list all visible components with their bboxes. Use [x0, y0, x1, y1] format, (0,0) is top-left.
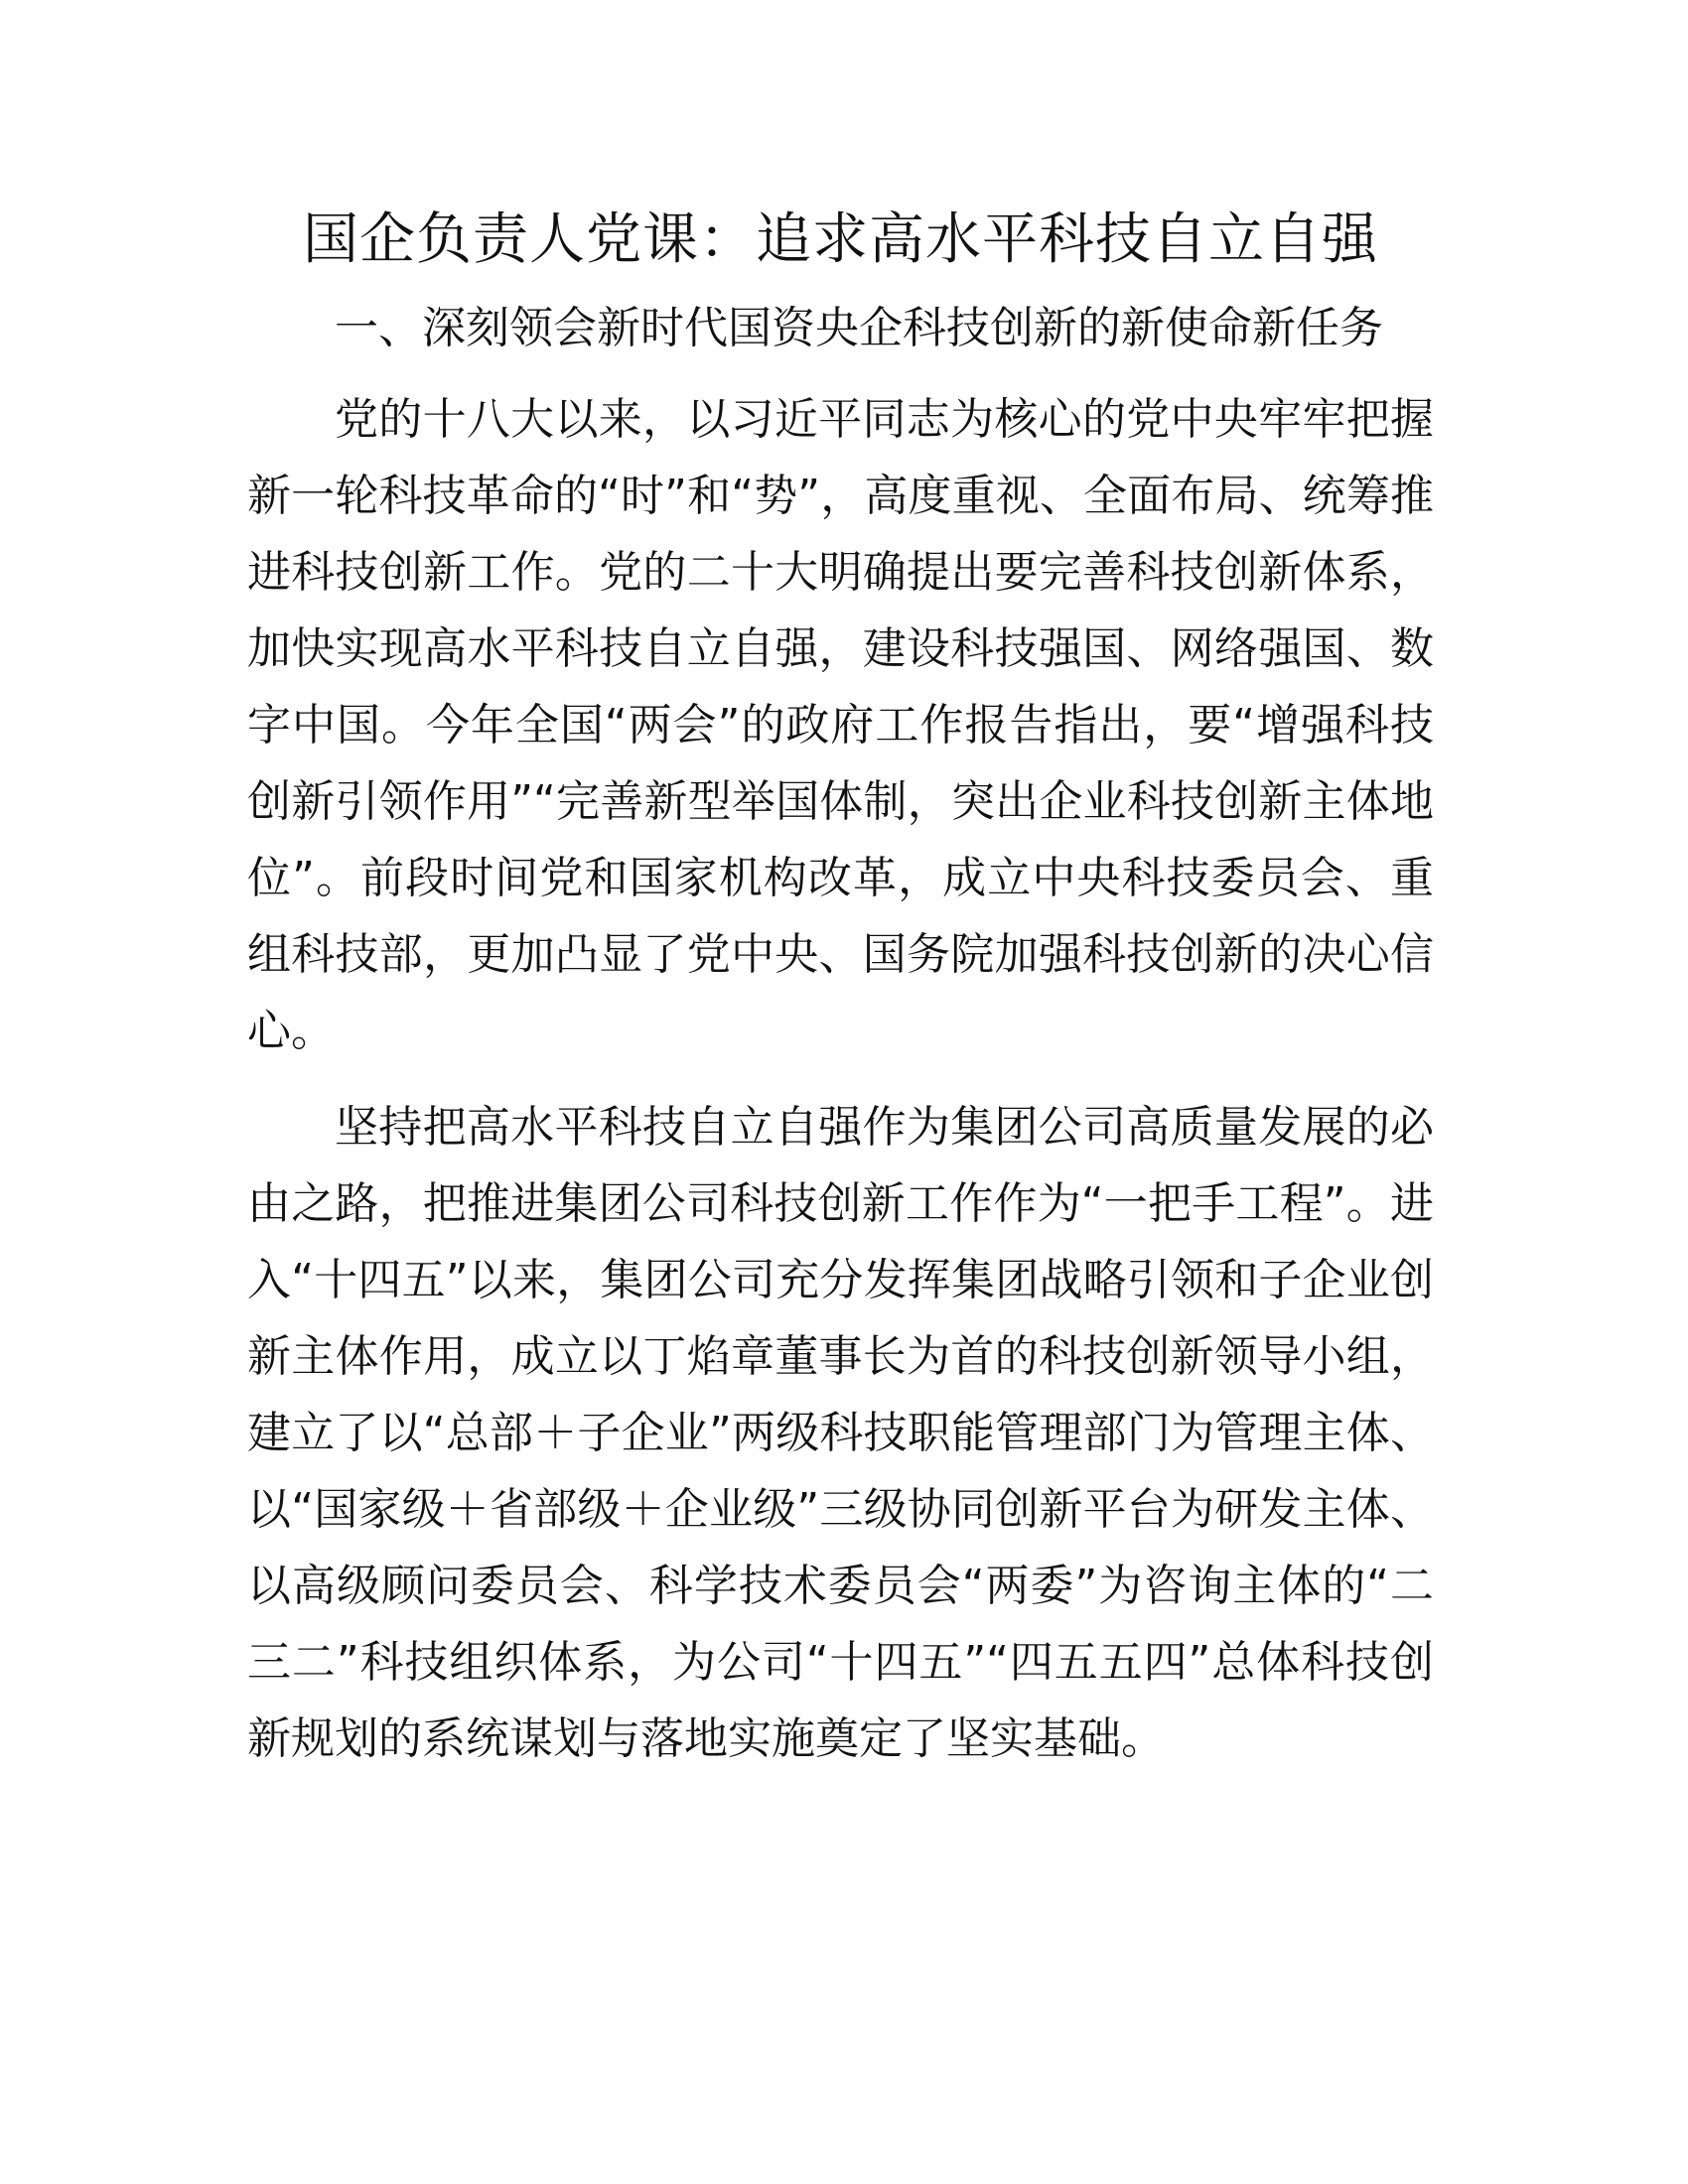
section-heading: 一、深刻领会新时代国资央企科技创新的新使命新任务	[335, 303, 1383, 353]
document-body	[247, 199, 1434, 1777]
document-title: 国企负责人党课：追求高水平科技自立自强	[303, 207, 1378, 272]
paragraph-1: 党的十八大以来，以习近平同志为核心的党中央牢牢把握新一轮科技革命的“时”和“势”，高度重视、全面布局、统筹推进科技创新工作。党的二十大明确提出要完善科技创新体系，加快实现高水平科技自立自强，建设科技强国、网络强国、数字中国。今年全国“两会”的政府工作报告指出，要“增强科技创新引领作用”“完善新型举国体制，突出企业科技创新主体地位”。前段时间党和国家机构改革，成立中央科技委员会、重组科技部，更加凸显了党中央、国务院加强科技创新的决心信心。	[247, 394, 1434, 1056]
paragraph-2: 坚持把高水平科技自立自强作为集团公司高质量发展的必由之路，把推进集团公司科技创新工作作为“一把手工程”。进入“十四五”以来，集团公司充分发挥集团战略引领和子企业创新主体作用，成立以丁焰章董事长为首的科技创新领导小组，建立了以“总部＋子企业”两级科技职能管理部门为管理主体、以“国家级＋省部级＋企业级”三级协同创新平台为研发主体、以高级顾问委员会、科学技术委员会“两委”为咨询主体的“二三二”科技组织体系，为公司“十四五”“四五五四”总体科技创新规划的系统谋划与落地实施奠定了坚实基础。	[247, 1102, 1434, 1764]
